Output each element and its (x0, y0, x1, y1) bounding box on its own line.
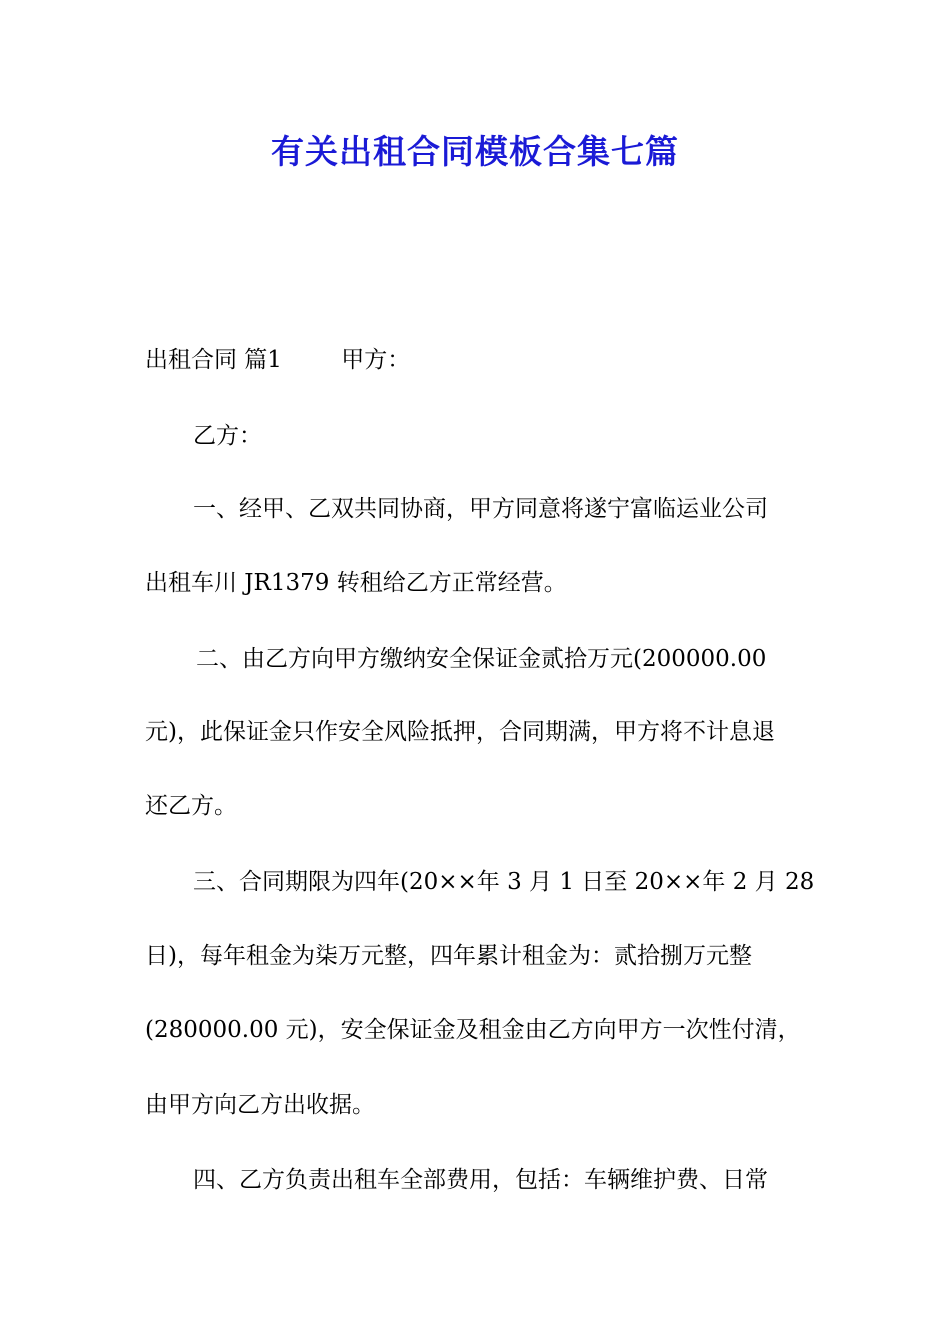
party-b-label: 乙方： (193, 423, 262, 449)
paragraph-line: 元)，此保证金只作安全风险抵押，合同期满，甲方将不计息退 (145, 719, 775, 745)
paragraph-line: 日)，每年租金为柒万元整，四年累计租金为：贰拾捌万元整 (145, 943, 752, 969)
document-title: 有关出租合同模板合集七篇 (271, 132, 679, 171)
paragraph-line: 还乙方。 (145, 793, 237, 819)
paragraph-line: 二、由乙方向甲方缴纳安全保证金贰拾万元(200000.00 (196, 646, 767, 672)
paragraph-line: 出租车川 JR1379 转租给乙方正常经营。 (145, 570, 567, 596)
paragraph-line: 由甲方向乙方出收据。 (145, 1092, 375, 1118)
paragraph-line: (280000.00 元)，安全保证金及租金由乙方向甲方一次性付清， (145, 1017, 801, 1043)
paragraph-line: 三、合同期限为四年(20××年 3 月 1 日至 20××年 2 月 28 (193, 869, 815, 895)
section-heading-row (145, 344, 410, 376)
party-a-label: 甲方： (341, 347, 411, 373)
paragraph-line: 四、乙方负责出租车全部费用，包括：车辆维护费、日常 (193, 1167, 768, 1193)
paragraph-line: 一、经甲、乙双共同协商，甲方同意将遂宁富临运业公司 (193, 496, 768, 522)
section-heading: 出租合同 篇1 (145, 347, 282, 373)
